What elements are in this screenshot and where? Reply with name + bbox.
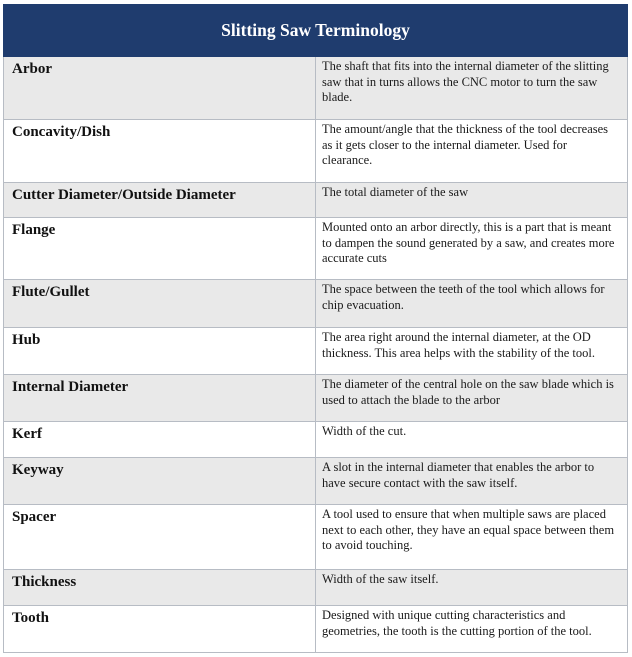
term-cell: Thickness [4,570,316,606]
table-header-row [4,5,628,57]
definition-cell: The amount/angle that the thickness of the tool decreases as it gets closer to the internal diameter. Used for clearance. [316,120,628,183]
table-title: Slitting Saw Terminology [4,5,628,57]
definition-cell: A slot in the internal diameter that enables the arbor to have secure contact with the saw itself. [316,458,628,505]
terminology-table [3,4,628,653]
table-row [4,218,628,280]
term-cell: Flute/Gullet [4,280,316,328]
table-row [4,422,628,458]
term-cell: Tooth [4,606,316,653]
table-row [4,280,628,328]
definition-cell: Mounted onto an arbor directly, this is a part that is meant to dampen the sound generated by a saw, and creates more accurate cuts [316,218,628,280]
definition-cell: The shaft that fits into the internal diameter of the slitting saw that in turns allows the CNC motor to turn the saw blade. [316,57,628,120]
term-cell: Keyway [4,458,316,505]
term-cell: Arbor [4,57,316,120]
term-cell: Internal Diameter [4,375,316,422]
table-row [4,375,628,422]
definition-cell: A tool used to ensure that when multiple saws are placed next to each other, they have an equal space between them to avoid touching. [316,505,628,570]
definition-cell: The space between the teeth of the tool which allows for chip evacuation. [316,280,628,328]
term-cell: Kerf [4,422,316,458]
table-row [4,505,628,570]
table-row [4,120,628,183]
term-cell: Spacer [4,505,316,570]
table-row [4,328,628,375]
definition-cell: The area right around the internal diameter, at the OD thickness. This area helps with the stability of the tool. [316,328,628,375]
term-cell: Hub [4,328,316,375]
table-row [4,458,628,505]
term-cell: Cutter Diameter/Outside Diameter [4,183,316,218]
definition-cell: The total diameter of the saw [316,183,628,218]
table-row [4,57,628,120]
definition-cell: Designed with unique cutting characteristics and geometries, the tooth is the cutting portion of the tool. [316,606,628,653]
definition-cell: Width of the saw itself. [316,570,628,606]
definition-cell: Width of the cut. [316,422,628,458]
table-row [4,570,628,606]
term-cell: Flange [4,218,316,280]
term-cell: Concavity/Dish [4,120,316,183]
table-row [4,183,628,218]
definition-cell: The diameter of the central hole on the saw blade which is used to attach the blade to the arbor [316,375,628,422]
table-row [4,606,628,653]
